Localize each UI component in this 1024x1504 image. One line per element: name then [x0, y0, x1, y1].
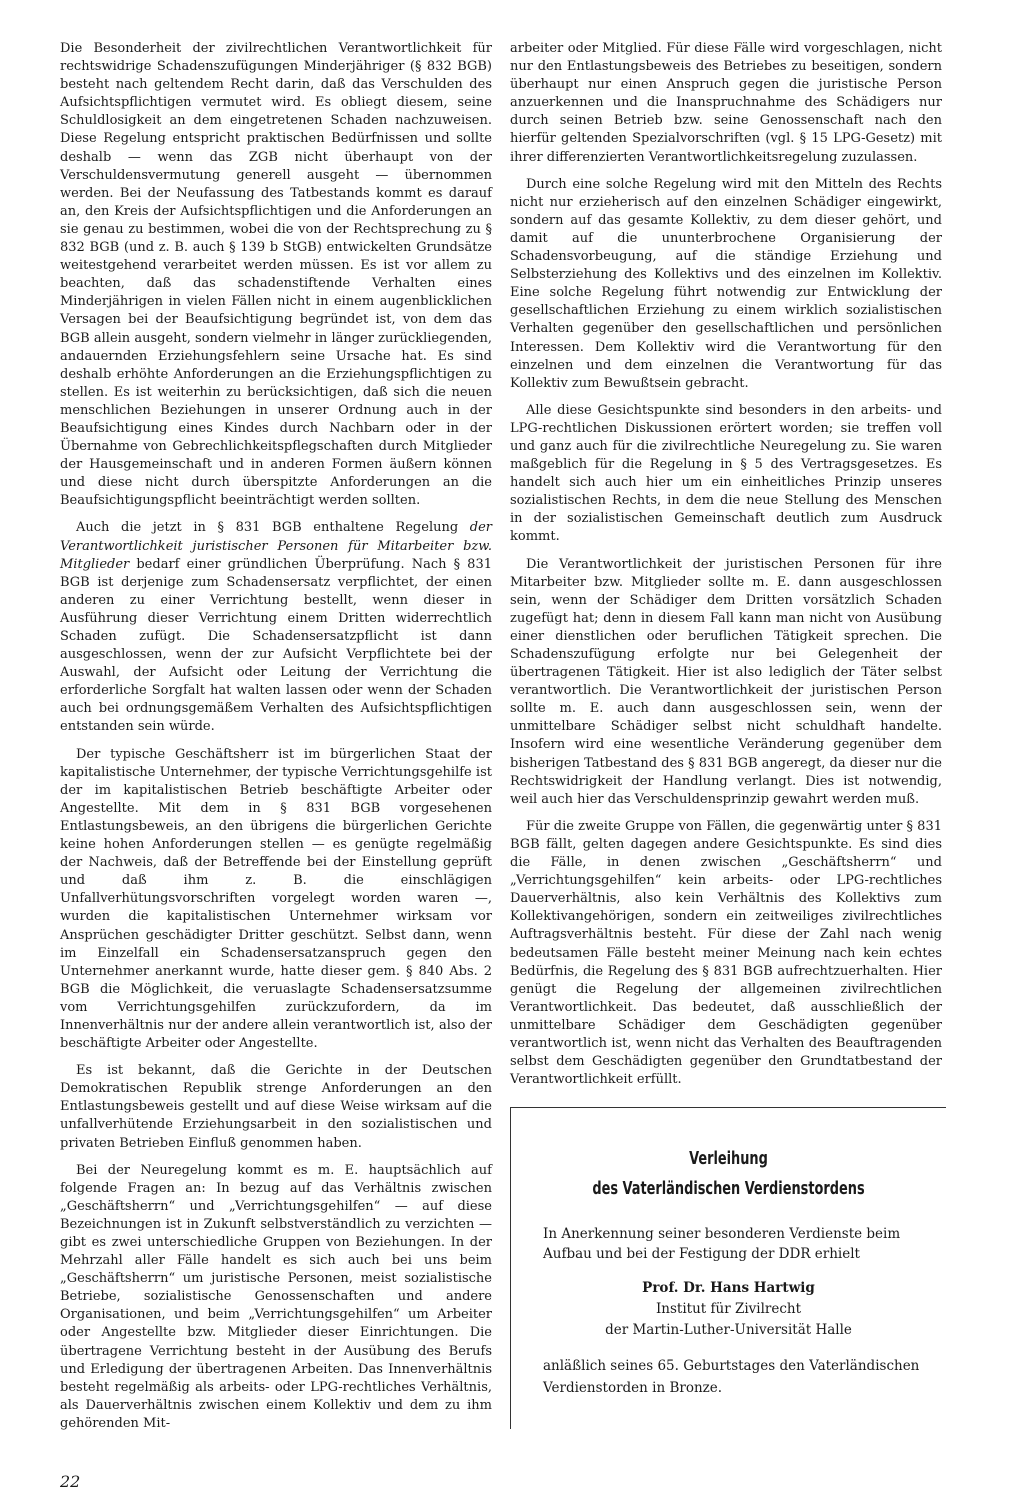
recipient-university: der Martin-Luther-Universität Halle	[605, 1322, 852, 1338]
paragraph: Es ist bekannt, daß die Gerichte in der Deutschen Demokratischen Republik strenge Anforderungen an den Entlastungsbeweis gestellt und auf diese Weise wirksam auf die unfallverhütende Erziehungsarbeit in den sozialistischen und privaten Betrieben Einfluß genommen haben.	[60, 1063, 492, 1151]
italic-phrase: der Verantwortlichkeit juristischer Personen für Mitarbeiter bzw. Mitglieder	[60, 520, 492, 572]
paragraph-text: bedarf einer gründlichen Überprüfung. Nach § 831 BGB ist derjenige zum Schadensersatz verpflichtet, der einen anderen zu einer Verrichtung bestellt, wenn dieser in Ausführung dieser Verrichtung einem Dritten widerrechtlich Schaden zufügt. Die Schadensersatzpflicht ist dann ausgeschlossen, wenn der zur Aufsicht Verpflichtete bei der Auswahl, der Aufsicht oder Leitung der Verrichtung die erforderliche Sorgfalt hat walten lassen oder wenn der Schaden auch bei ordnungsgemäßem Verhalten des Aufsichtspflichtigen entstanden sein würde.	[60, 556, 492, 735]
paragraph: Alle diese Gesichtspunkte sind besonders in den arbeits- und LPG-rechtlichen Diskussionen erörtert worden; sie treffen voll und ganz auch für die zivilrechtliche Neuregelung zu. Sie waren maßgeblich für die Regelung in § 5 des Vertragsgesetzes. Es handelt sich auch hier um ein einheitliches Prinzip unseres sozialistischen Rechts, in dem die neue Stellung des Menschen in der sozialistischen Gemeinschaft deutlich zum Ausdruck kommt.	[510, 402, 942, 545]
award-title	[550, 1144, 907, 1204]
right-column	[510, 40, 942, 1098]
paragraph: Durch eine solche Regelung wird mit den Mitteln des Rechts nicht nur erzieherisch auf den einzelnen Schädiger eingewirkt, sondern auf das gesamte Kollektiv, zu dem dieser gehört, und damit auf die ununterbrochene Organisierung der Schadensvorbeugung, auf die ständige Erziehung und Selbsterziehung des Kollektivs und des einzelnen im Kollektiv. Eine solche Regelung führt notwendig zur Entwicklung der gesellschaftlichen Erziehung zu einem wirklich sozialistischen Verhalten gegenüber den gesellschaftlichen und persönlichen Interessen. Dem Kollektiv wird die Verantwortung für den einzelnen und dem einzelnen die Verantwortung für das Kollektiv zum Bewußtsein gebracht.	[510, 176, 942, 391]
paragraph: Die Verantwortlichkeit der juristischen Personen für ihre Mitarbeiter bzw. Mitglieder sollte m. E. dann ausgeschlossen sein, wenn der Schädiger dem Dritten vorsätzlich Schaden zugefügt hat; denn in diesem Fall kann man nicht von Ausübung einer dienstlichen oder beruflichen Tätigkeit sprechen. Die Schadenszufügung erfolgte nur bei Gelegenheit der übertragenen Tätigkeit. Hier ist also lediglich der Täter selbst verantwortlich. Die Verantwortlichkeit der juristischen Person sollte m. E. auch dann ausgeschlossen sein, wenn der unmittelbare Schädiger selbst nicht schuldhaft handelte. Insofern wird eine wesentliche Veränderung gegenüber dem bisherigen Tatbestand des § 831 BGB angeregt, da dieser nur die Rechtswidrigkeit der Handlung verlangt. Dies ist notwendig, weil auch hier das Verschuldensprinzip gewahrt werden muß.	[510, 556, 942, 807]
paragraph: Bei der Neuregelung kommt es m. E. hauptsächlich auf folgende Fragen an: In bezug auf das Verhältnis zwischen „Geschäftsherrn“ und „Verrichtungsgehilfen“ — auf diese Bezeichnungen ist in Zukunft selbstverständlich zu verzichten — gibt es zwei unterschiedliche Gruppen von Beziehungen. In der Mehrzahl aller Fälle handelt es sich auch bei uns beim „Geschäftsherrn“ um juristische Personen, meist sozialistische Betriebe, sozialistische Genossenschaften und andere Organisationen, und beim „Verrichtungsgehilfen“ um Arbeiter oder Angestellte bzw. Mitglieder dieser Einrichtungen. Die übertragene Verrichtung besteht in der Ausübung des Berufs und Erledigung der übertragenen Arbeiten. Das Innenverhältnis besteht regelmäßig als arbeits- oder LPG-rechtliches Verhältnis, als Dauerverhältnis zwischen einem Kollektiv und dem zu ihm gehörenden Mit-	[60, 1162, 492, 1431]
award-notice-box	[510, 1107, 946, 1429]
paragraph	[60, 519, 492, 736]
award-intro: In Anerkennung seiner besonderen Verdienste beim Aufbau und bei der Festigung der DDR erhielt	[543, 1226, 901, 1262]
award-title-line: Verleihung	[689, 1149, 768, 1169]
recipient-name: Prof. Dr. Hans Hartwig	[642, 1280, 815, 1296]
recipient-institute: Institut für Zivilrecht	[655, 1301, 802, 1317]
left-column	[60, 40, 492, 1442]
paragraph: arbeiter oder Mitglied. Für diese Fälle wird vorgeschlagen, nicht nur den Entlastungsbeweis des Betriebes zu beseitigen, sondern überhaupt nur einen Anspruch gegen die juristische Person anzuerkennen und die Inanspruchnahme des Schädigers nur durch seinen Betrieb bzw. seine Genossenschaft nach den hierfür geltenden Spezialvorschriften (vgl. § 15 LPG-Gesetz) mit ihrer differenzierten Verantwortlichkeitsregelung zuzulassen.	[510, 41, 942, 165]
page-number: 22	[60, 1472, 81, 1491]
paragraph: Für die zweite Gruppe von Fällen, die gegenwärtig unter § 831 BGB fällt, gelten dagegen andere Gesichtspunkte. Es sind dies die Fälle, in denen zwischen „Geschäftsherrn“ und „Verrichtungsgehilfen“ kein arbeits- oder LPG-rechtliches Dauerverhältnis, also kein Verhältnis des Kollektivs zum Kollektivangehörigen, sondern ein zeitweiliges zivilrechtliches Auftragsverhältnis besteht. Für diese der Zahl nach wenig bedeutsamen Fälle besteht meiner Meinung nach kein echtes Bedürfnis, die Regelung des § 831 BGB aufrechtzuerhalten. Hier genügt die Regelung der allgemeinen zivilrechtlichen Verantwortlichkeit. Das bedeutet, daß ausschließlich der unmittelbare Schädiger dem Geschädigten gegenüber verantwortlich ist, wenn nicht das Verhalten des Beauftragenden selbst dem Geschädigten gegenüber den Grundtatbestand der Verantwortlichkeit erfüllt.	[510, 818, 942, 1088]
paragraph-text: Auch die jetzt in § 831 BGB enthaltene Regelung	[76, 520, 470, 536]
paragraph: Die Besonderheit der zivilrechtlichen Verantwortlichkeit für rechtswidrige Schadenszufügungen Minderjähriger (§ 832 BGB) besteht nach geltendem Recht darin, daß das Verschulden des Aufsichtspflichtigen vermutet wird. Es obliegt diesem, seine Schuldlosigkeit an dem eingetretenen Schaden nachzuweisen. Diese Regelung entspricht praktischen Bedürfnissen und sollte deshalb — wenn das ZGB nicht überhaupt von der Verschuldensvermutung generell ausgeht — übernommen werden. Bei der Neufassung des Tatbestands kommt es darauf an, den Kreis der Aufsichtspflichtigen und die Anforderungen an sie genau zu bestimmen, wobei die von der Rechtsprechung zu § 832 BGB (und z. B. auch § 139 b StGB) entwickelten Grundsätze weitestgehend verarbeitet werden müssen. Es ist vor allem zu beachten, daß das schadenstiftende Verhalten eines Minderjährigen in vielen Fällen nicht in einem augenblicklichen Versagen bei der Beaufsichtigung begründet ist, von dem das BGB allein ausgeht, sondern vielmehr in länger zurückliegenden, andauernden Erziehungsfehlern seine Ursache hat. Es sind deshalb erhöhte Anforderungen an die Erziehungspflichtigen zu stellen. Es ist weiterhin zu berücksichtigen, daß sich die neuen menschlichen Beziehungen in unserer Ordnung auch in der Beaufsichtigung eines Kindes durch Nachbarn oder in der Übernahme von Gebrechlichkeitspflegschaften durch Mitglieder der Hausgemeinschaft und in anderen Formen äußern können und diese nicht durch überspitzte Anforderungen an die Beaufsichtigungspflicht beeinträchtigt werden sollten.	[60, 41, 492, 509]
paragraph: Der typische Geschäftsherr ist im bürgerlichen Staat der kapitalistische Unternehmer, der typische Verrichtungsgehilfe ist der im kapitalistischen Betrieb beschäftigte Arbeiter oder Angestellte. Mit dem in § 831 BGB vorgesehenen Entlastungsbeweis, an den übrigens die bürgerlichen Gerichte keine hohen Anforderungen stellen — es genügte regelmäßig der Nachweis, daß der Betreffende bei der Einstellung geprüft und daß ihm z. B. die einschlägigen Unfallverhütungsvorschriften vorgelegt worden waren —, wurden die kapitalistischen Unternehmer wirksam vor Ansprüchen geschädigter Dritter geschützt. Selbst dann, wenn im Einzelfall ein Schadensersatzanspruch gegen den Unternehmer anerkannt wurde, hatte dieser gem. § 840 Abs. 2 BGB die Möglichkeit, die veruaslagte Schadensersatzsumme vom Verrichtungsgehilfen zurückzufordern, da im Innenverhältnis nur der andere allein verantwortlich ist, also der beschäftigte Arbeiter oder Angestellte.	[60, 746, 492, 1052]
award-outro: anläßlich seines 65. Geburtstages den Vaterländischen Verdienstorden in Bronze.	[543, 1358, 920, 1396]
award-title-line: des Vaterländischen Verdienstordens	[592, 1179, 865, 1199]
award-recipient	[511, 1278, 946, 1341]
